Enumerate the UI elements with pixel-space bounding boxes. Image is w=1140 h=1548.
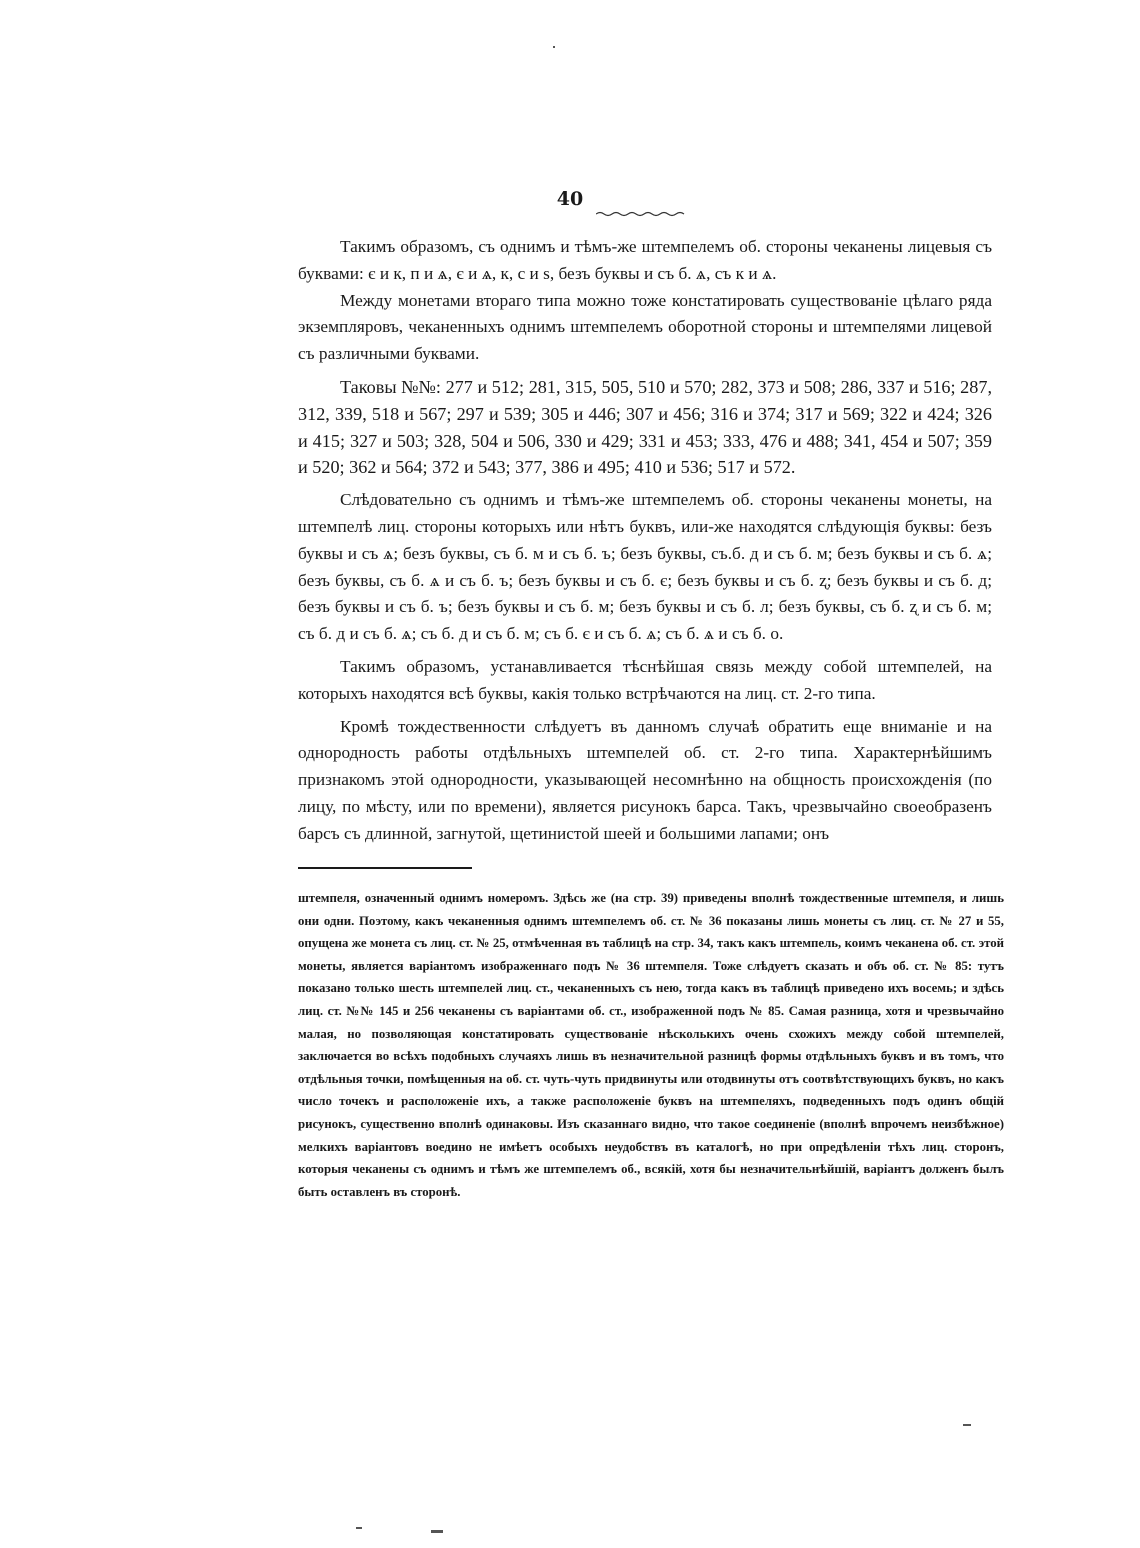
scan-speck	[963, 1424, 971, 1426]
paragraph-5: Такимъ образомъ, устанавливается тѣснѣйшая связь между собой штемпелей, на которыхъ находятся всѣ буквы, какія только встрѣчаются на лиц. ст. 2-го типа.	[298, 656, 992, 703]
paragraph-2: Между монетами втораго типа можно тоже констатировать существованіе цѣлаго ряда экземпляровъ, чеканенныхъ однимъ штемпелемъ оборотной стороны и штемпелями лицевой съ различными буквами.	[298, 290, 992, 364]
page-number: 40	[556, 188, 584, 210]
paragraph-6: Кромѣ тождественности слѣдуетъ въ данномъ случаѣ обратить еще вниманіе и на однородность работы отдѣльныхъ штемпелей об. ст. 2-го типа. Характернѣйшимъ признакомъ этой однородности, указывающей несомнѣнно на общность происхожденія (по лицу, по мѣсту, или по времени), является рисунокъ барса. Такъ, чрезвычайно своеобразенъ барсъ съ длинной, загнутой, щетинистой шеей и большими лапами; онъ	[298, 716, 992, 843]
footnote-text: штемпеля, означенный однимъ номеромъ. Здѣсь же (на стр. 39) приведены вполнѣ тождественные штемпеля, и лишь они одни. Поэтому, какъ чеканенныя однимъ штемпелемъ об. ст. № 36 показаны лишь монеты съ лиц. ст. № 27 и 55, опущена же монета съ лиц. ст. № 25, отмѣченная въ таблицѣ на стр. 34, такъ какъ штемпель, коимъ чеканена об. ст. этой монеты, является варіантомъ изображеннаго подъ № 36 штемпеля. Тоже слѣдуетъ сказать и объ об. ст. № 85: тутъ показано только шесть штемпелей лиц. ст., чеканенныхъ съ нею, тогда какъ въ таблицѣ приведено ихъ восемь; и здѣсь лиц. ст. №№ 145 и 256 чеканены съ варіантами об. ст., изображенной подъ № 85. Самая разница, хотя и чрезвычайно малая, но позволяющая констатировать существованіе нѣсколькихъ очень схожихъ между собой штемпелей, заключается во всѣхъ подобныхъ случаяхъ лишь въ незначительной разницѣ формы отдѣльныхъ буквъ и въ томъ, что отдѣльныя точки, помѣщенныя на об. ст. чуть-чуть придвинуты или отодвинуты отъ соотвѣтствующихъ буквъ, но какъ число точекъ и расположеніе ихъ, а также расположеніе буквъ на штемпеляхъ, подведенныхъ подъ одинъ общій рисунокъ, существенно вполнѣ одинаковы. Изъ сказаннаго видно, что такое соединеніе (вполнѣ впрочемъ неизбѣжное) мелкихъ варіантовъ воедино не имѣетъ особыхъ неудобствъ въ каталогѣ, но при опредѣленіи тѣхъ лиц. сторонъ, которыя чеканены съ однимъ и тѣмъ же штемпелемъ об., всякій, хотя бы незначительнѣйшій, варіантъ долженъ былъ быть оставленъ въ сторонѣ.	[298, 891, 1004, 1199]
main-text	[298, 234, 992, 848]
scan-speck	[553, 46, 555, 48]
paragraph-4: Слѣдовательно съ однимъ и тѣмъ-же штемпелемъ об. стороны чеканены монеты, на штемпелѣ лиц. стороны которыхъ или нѣтъ буквъ, или-же находятся слѣдующія буквы: безъ буквы и съ ѧ; безъ буквы, съ б. м и съ б. ъ; безъ буквы, съ.б. д и съ б. м; безъ буквы и съ б. ѧ; безъ буквы, съ б. ѧ и съ б. ъ; безъ буквы и съ б. є; безъ буквы и съ б. ʐ; безъ буквы и съ б. д; безъ буквы и съ б. ъ; безъ буквы и съ б. м; безъ буквы и съ б. л; безъ буквы, съ б. ʐ и съ б. м; съ б. д и съ б. ѧ; съ б. д и съ б. м; съ б. є и съ б. ѧ; съ б. ѧ и съ б. о.	[298, 490, 992, 644]
page-number-ornament	[596, 211, 688, 217]
paragraph-1: Такимъ образомъ, съ однимъ и тѣмъ-же штемпелемъ об. стороны чеканены лицевыя съ буквами: є и к, п и ѧ, є и ѧ, к, с и ѕ, безъ буквы и съ б. ѧ, съ к и ѧ.	[298, 237, 992, 283]
paragraph-coin-numbers: Таковы №№: 277 и 512; 281, 315, 505, 510 и 570; 282, 373 и 508; 286, 337 и 516; 287, 312, 339, 518 и 567; 297 и 539; 305 и 446; 307 и 456; 316 и 374; 317 и 569; 322 и 424; 326 и 415; 327 и 503; 328, 504 и 506, 330 и 429; 331 и 453; 333, 476 и 488; 341, 454 и 507; 359 и 520; 362 и 564; 372 и 543; 377, 386 и 495; 410 и 536; 517 и 572.	[298, 376, 992, 478]
footnote-rule	[298, 867, 472, 869]
scan-speck	[431, 1530, 443, 1533]
scan-speck	[356, 1527, 362, 1529]
